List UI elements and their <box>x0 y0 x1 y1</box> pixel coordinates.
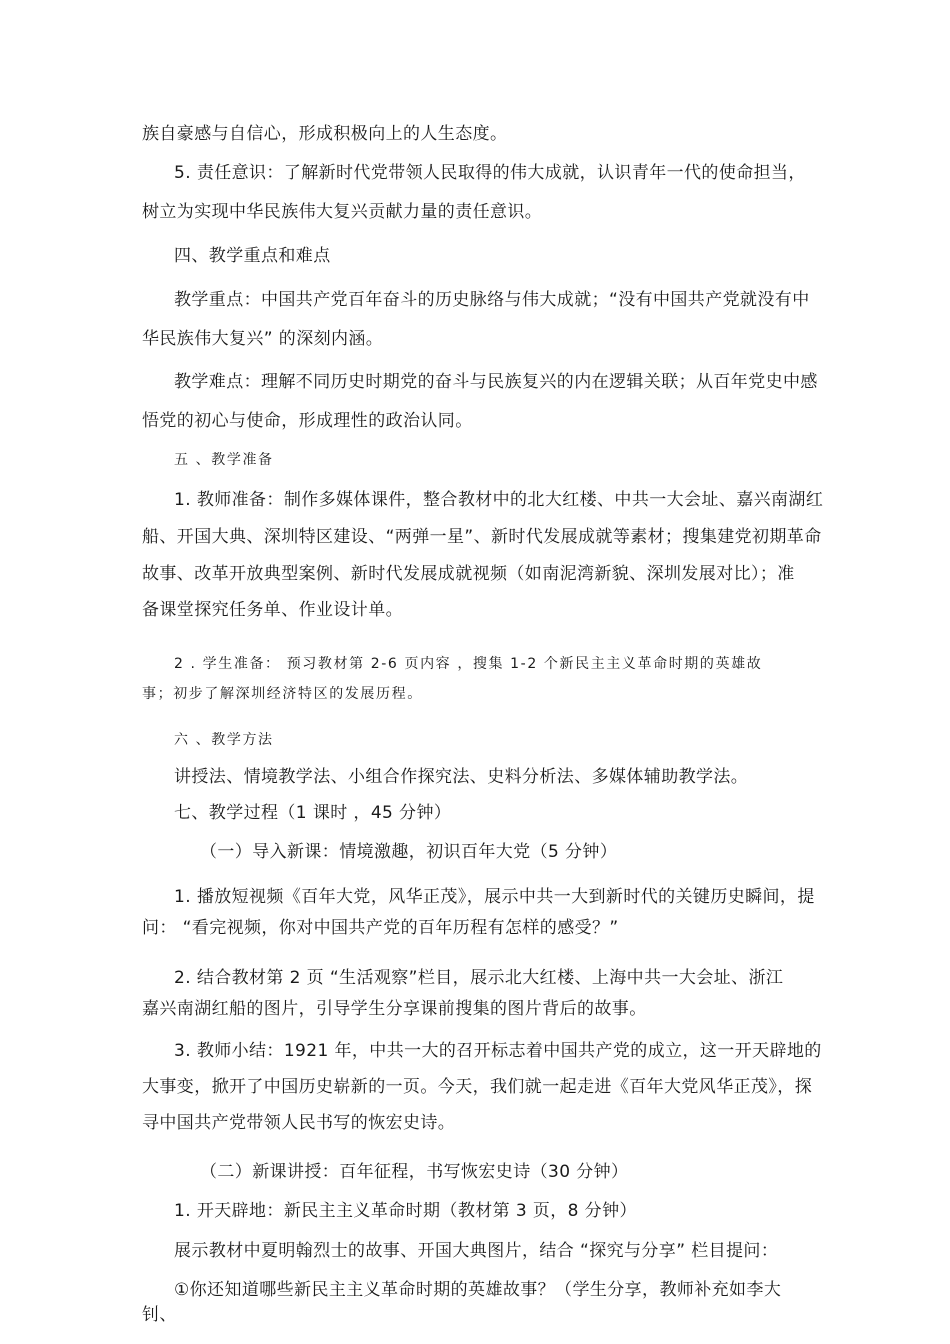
paragraph-line: 族自豪感与自信心，形成积极向上的人生态度。 <box>142 124 508 144</box>
paragraph-line: 故事、改革开放典型案例、新时代发展成就视频（如南泥湾新貌、深圳发展对比）；准 <box>142 564 795 584</box>
paragraph-line: 寻中国共产党带领人民书写的恢宏史诗。 <box>142 1113 456 1133</box>
paragraph-line: 2 . 学生准备： 预习教材第 2-6 页内容 ，搜集 1-2 个新民主主义革命时期的英雄故 <box>174 656 763 672</box>
paragraph-line: 事；初步了解深圳经济特区的发展历程。 <box>142 686 423 702</box>
paragraph-line: 嘉兴南湖红船的图片，引导学生分享课前搜集的图片背后的故事。 <box>142 999 647 1019</box>
paragraph-line: 3. 教师小结：1921 年，中共一大的召开标志着中国共产党的成立，这一开天辟地的 <box>174 1041 822 1061</box>
paragraph-line: 教学难点：理解不同历史时期党的奋斗与民族复兴的内在逻辑关联；从百年党史中感 <box>174 372 818 392</box>
paragraph-line: 大事变，掀开了中国历史崭新的一页。今天，我们就一起走进《百年大党风华正茂》，探 <box>142 1077 813 1097</box>
section-heading: 四、教学重点和难点 <box>174 246 331 266</box>
paragraph-line: 华民族伟大复兴” 的深刻内涵。 <box>142 329 384 349</box>
paragraph-line: 悟党的初心与使命，形成理性的政治认同。 <box>142 411 473 431</box>
paragraph-line: 讲授法、情境教学法、小组合作探究法、史料分析法、多媒体辅助教学法。 <box>174 767 749 787</box>
paragraph-line: 1. 教师准备：制作多媒体课件，整合教材中的北大红楼、中共一大会址、嘉兴南湖红 <box>174 490 824 510</box>
paragraph-line: 5. 责任意识：了解新时代党带领人民取得的伟大成就，认识青年一代的使命担当， <box>174 163 806 183</box>
section-heading: 六 、教学方法 <box>174 732 274 748</box>
paragraph-line: 教学重点：中国共产党百年奋斗的历史脉络与伟大成就；“没有中国共产党就没有中 <box>174 290 810 310</box>
paragraph-line: 钊、 <box>142 1305 177 1325</box>
subsection-heading: （二）新课讲授：百年征程，书写恢宏史诗（30 分钟） <box>200 1162 629 1182</box>
paragraph-line: 2. 结合教材第 2 页 “生活观察”栏目，展示北大红楼、上海中共一大会址、浙江 <box>174 968 784 988</box>
paragraph-line: 树立为实现中华民族伟大复兴贡献力量的责任意识。 <box>142 202 543 222</box>
paragraph-line: 1. 开天辟地：新民主主义革命时期（教材第 3 页，8 分钟） <box>174 1201 637 1221</box>
paragraph-line: 1. 播放短视频《百年大党，风华正茂》，展示中共一大到新时代的关键历史瞬间，提 <box>174 887 815 907</box>
paragraph-line: 展示教材中夏明翰烈士的故事、开国大典图片，结合 “探究与分享” 栏目提问： <box>174 1241 779 1261</box>
paragraph-line: 备课堂探究任务单、作业设计单。 <box>142 600 403 620</box>
section-heading: 七、教学过程（1 课时 ，45 分钟） <box>174 803 452 823</box>
paragraph-line: 问： “看完视频，你对中国共产党的百年历程有怎样的感受？” <box>142 918 619 938</box>
paragraph-line: ①你还知道哪些新民主主义革命时期的英雄故事？（学生分享，教师补充如李大 <box>174 1280 782 1300</box>
paragraph-line: 船、开国大典、深圳特区建设、“两弹一星”、新时代发展成就等素材；搜集建党初期革命 <box>142 527 822 547</box>
section-heading: 五 、教学准备 <box>174 452 274 468</box>
subsection-heading: （一）导入新课：情境激趣，初识百年大党（5 分钟） <box>200 842 618 862</box>
